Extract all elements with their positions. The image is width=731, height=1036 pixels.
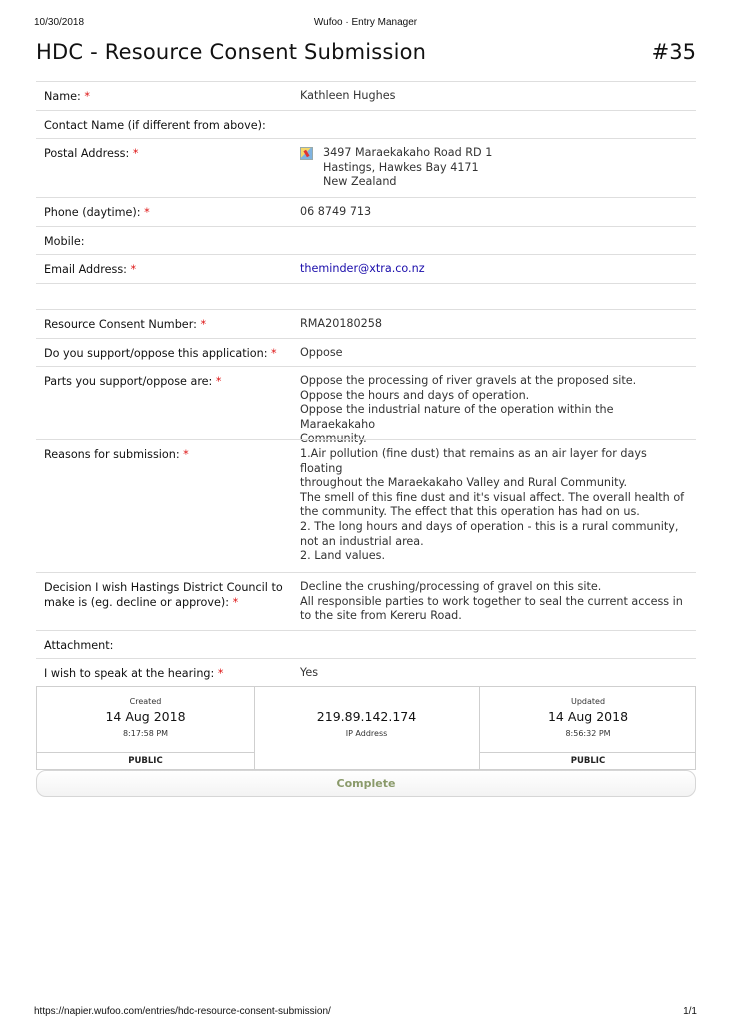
field-row-name: [36, 81, 696, 110]
field-value-name: Kathleen Hughes: [300, 89, 396, 102]
field-label: Contact Name (if different from above):: [44, 119, 266, 132]
created-visibility: PUBLIC: [37, 752, 254, 769]
required-marker: *: [200, 318, 207, 331]
field-row-decision: [36, 572, 696, 630]
field-value-phone: 06 8749 713: [300, 205, 372, 218]
field-value-parts: Oppose the processing of river gravels at the proposed site. Oppose the hours and days of operation. Oppose the industrial nature of the operation within the Maraekakaho Community.: [300, 374, 637, 446]
field-row-consent-number: [36, 309, 696, 338]
print-footer: [0, 1006, 731, 1020]
updated-time: 8:56:32 PM: [565, 729, 611, 738]
field-row-speak: [36, 658, 696, 687]
field-row-email: [36, 254, 696, 283]
field-label: Email Address: *: [44, 263, 137, 276]
entry-meta-panel: [36, 686, 696, 770]
print-url: https://napier.wufoo.com/entries/hdc-resource-consent-submission/: [34, 1006, 331, 1017]
required-marker: *: [183, 448, 189, 461]
field-label: Reasons for submission: *: [44, 448, 189, 461]
field-row-contact-name: [36, 110, 696, 138]
field-value-postal-address: 3497 Maraekakaho Road RD 1 Hastings, Hawkes Bay 4171 New Zealand: [323, 146, 493, 189]
field-row-phone: [36, 197, 696, 226]
field-label: Phone (daytime): *: [44, 206, 150, 219]
updated-date: 14 Aug 2018: [547, 709, 629, 724]
created-info: [37, 687, 255, 769]
form-title: HDC - Resource Consent Submission: [36, 40, 427, 64]
section-spacer: [36, 283, 696, 309]
field-label: Resource Consent Number: *: [44, 318, 207, 331]
field-label: I wish to speak at the hearing: *: [44, 667, 224, 680]
field-value-reasons: 1.Air pollution (fine dust) that remains as an air layer for days floating throughout the Maraekakaho Valley and Rural Community. The smell of this fine dust and it's visual affect. The overall health of the community. The effect that this operation has had on us. 2. The long hours and days of operation - this is a rural community, not an industrial area. 2. Land values.: [300, 447, 685, 563]
field-label: Mobile:: [44, 235, 85, 248]
field-row-mobile: [36, 226, 696, 254]
entry-header: [36, 40, 696, 70]
field-label: Do you support/oppose this application: *: [44, 347, 277, 360]
updated-caption: Updated: [570, 697, 606, 706]
field-label: Attachment:: [44, 639, 114, 652]
field-row-parts: [36, 366, 696, 446]
ip-info: [254, 687, 479, 769]
complete-status-button[interactable]: Complete: [36, 770, 696, 797]
required-marker: *: [144, 206, 150, 219]
email-link[interactable]: theminder@xtra.co.nz: [300, 262, 425, 275]
required-marker: *: [132, 147, 139, 160]
ip-caption: IP Address: [345, 729, 388, 738]
required-marker: *: [215, 375, 222, 388]
field-label: Decision I wish Hastings District Council to make is (eg. decline or approve): *: [44, 581, 283, 609]
required-marker: *: [84, 90, 90, 103]
required-marker: *: [232, 596, 239, 609]
print-header: [0, 17, 731, 31]
field-row-attachment: [36, 630, 696, 658]
required-marker: *: [271, 347, 277, 360]
entry-fields: [36, 81, 696, 687]
created-date: 14 Aug 2018: [105, 709, 186, 724]
page-number: 1/1: [683, 1006, 697, 1017]
field-value-decision: Decline the crushing/processing of gravel on this site. All responsible parties to work together to seal the current access in to the site from Kereru Road.: [300, 580, 683, 623]
field-label: Postal Address: *: [44, 147, 139, 160]
required-marker: *: [217, 667, 224, 680]
entry-number: #35: [651, 40, 696, 64]
print-date: 10/30/2018: [34, 17, 85, 28]
required-marker: *: [130, 263, 137, 276]
created-caption: Created: [129, 697, 162, 706]
field-row-postal-address: [36, 138, 696, 197]
print-page-title: Wufoo · Entry Manager: [313, 17, 418, 28]
field-row-support-oppose: [36, 338, 696, 366]
updated-visibility: PUBLIC: [480, 752, 696, 769]
map-icon[interactable]: [300, 147, 313, 160]
field-value-consent-number: RMA20180258: [300, 317, 383, 330]
created-time: 8:17:58 PM: [122, 729, 169, 738]
updated-info: [479, 687, 696, 769]
field-value-support-oppose: Oppose: [300, 346, 343, 359]
field-value-speak: Yes: [300, 666, 319, 679]
field-label: Parts you support/oppose are: *: [44, 375, 222, 388]
field-label: Name: *: [44, 90, 90, 103]
ip-address: 219.89.142.174: [316, 709, 417, 724]
field-row-reasons: [36, 439, 696, 572]
